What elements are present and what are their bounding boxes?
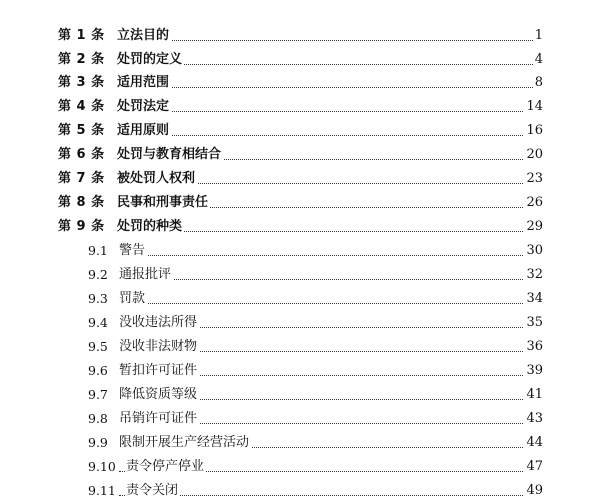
toc-subentry[interactable] <box>0 312 599 334</box>
dot-leader <box>119 255 539 256</box>
entry-number: 第 9 条 <box>58 216 105 238</box>
entry-page: 23 <box>524 168 543 190</box>
entry-page: 43 <box>524 408 543 430</box>
dot-leader <box>117 111 539 112</box>
toc-entry[interactable] <box>0 120 599 142</box>
entry-title: 吊销许可证件 <box>119 408 199 430</box>
entry-page: 44 <box>524 432 543 454</box>
entry-number: 第 4 条 <box>58 96 105 118</box>
entry-page: 20 <box>524 144 543 166</box>
entry-page: 34 <box>524 288 543 310</box>
entry-page: 36 <box>524 336 543 358</box>
entry-title: 处罚的定义 <box>117 49 184 71</box>
entry-number: 9.8 <box>88 408 108 430</box>
entry-title: 限制开展生产经营活动 <box>119 432 251 454</box>
entry-number: 第 2 条 <box>58 49 105 71</box>
entry-page: 41 <box>524 384 543 406</box>
toc-entry[interactable] <box>0 96 599 118</box>
entry-number: 9.10 <box>88 456 116 478</box>
entry-title: 通报批评 <box>119 264 173 286</box>
entry-page: 47 <box>524 456 543 478</box>
dot-leader <box>119 303 539 304</box>
toc-entry[interactable] <box>0 25 599 47</box>
entry-title: 暂扣许可证件 <box>119 360 199 382</box>
toc-entry[interactable] <box>0 192 599 214</box>
entry-page: 35 <box>524 312 543 334</box>
entry-number: 9.5 <box>88 336 108 358</box>
entry-number: 9.4 <box>88 312 108 334</box>
entry-title: 适用原则 <box>117 120 171 142</box>
toc-entry[interactable] <box>0 168 599 190</box>
entry-title: 警告 <box>119 240 147 262</box>
entry-page: 49 <box>524 480 543 502</box>
dot-leader <box>117 87 539 88</box>
entry-page: 16 <box>524 120 543 142</box>
entry-title: 适用范围 <box>117 72 171 94</box>
entry-page: 4 <box>533 49 543 71</box>
entry-page: 1 <box>533 25 543 47</box>
entry-number: 9.11 <box>88 480 116 502</box>
entry-title: 降低资质等级 <box>119 384 199 406</box>
entry-number: 9.9 <box>88 432 108 454</box>
entry-number: 9.6 <box>88 360 108 382</box>
toc-subentry[interactable] <box>0 384 599 406</box>
entry-number: 9.1 <box>88 240 108 262</box>
entry-title: 没收违法所得 <box>119 312 199 334</box>
entry-title: 处罚法定 <box>117 96 171 118</box>
entry-number: 9.7 <box>88 384 108 406</box>
entry-page: 32 <box>524 264 543 286</box>
entry-title: 处罚与教育相结合 <box>117 144 223 166</box>
entry-title: 罚款 <box>119 288 147 310</box>
toc-subentry[interactable] <box>0 408 599 430</box>
toc-subentry[interactable] <box>0 480 599 502</box>
entry-page: 26 <box>524 192 543 214</box>
entry-title: 被处罚人权利 <box>117 168 197 190</box>
toc-subentry[interactable] <box>0 288 599 310</box>
entry-number: 第 8 条 <box>58 192 105 214</box>
entry-number: 第 6 条 <box>58 144 105 166</box>
toc-subentry[interactable] <box>0 360 599 382</box>
entry-page: 29 <box>524 216 543 238</box>
entry-title: 责令停产停业 <box>126 456 206 478</box>
dot-leader <box>117 135 539 136</box>
toc-entry[interactable] <box>0 72 599 94</box>
dot-leader <box>119 279 539 280</box>
entry-title: 处罚的种类 <box>117 216 184 238</box>
entry-number: 9.2 <box>88 264 108 286</box>
dot-leader <box>117 40 539 41</box>
entry-title: 立法目的 <box>117 25 171 47</box>
toc-entry[interactable] <box>0 49 599 71</box>
entry-page: 39 <box>524 360 543 382</box>
entry-title: 民事和刑事责任 <box>117 192 210 214</box>
entry-number: 第 5 条 <box>58 120 105 142</box>
entry-number: 第 1 条 <box>58 25 105 47</box>
entry-page: 14 <box>524 96 543 118</box>
toc-subentry[interactable] <box>0 456 599 478</box>
dot-leader <box>119 495 539 496</box>
toc-entry[interactable] <box>0 216 599 238</box>
entry-page: 8 <box>533 72 543 94</box>
entry-number: 第 7 条 <box>58 168 105 190</box>
toc-subentry[interactable] <box>0 336 599 358</box>
toc-entry[interactable] <box>0 144 599 166</box>
toc-subentry[interactable] <box>0 432 599 454</box>
toc-subentry[interactable] <box>0 240 599 262</box>
entry-title: 责令关闭 <box>126 480 180 502</box>
entry-number: 第 3 条 <box>58 72 105 94</box>
entry-number: 9.3 <box>88 288 108 310</box>
toc-subentry[interactable] <box>0 264 599 286</box>
entry-page: 30 <box>524 240 543 262</box>
entry-title: 没收非法财物 <box>119 336 199 358</box>
